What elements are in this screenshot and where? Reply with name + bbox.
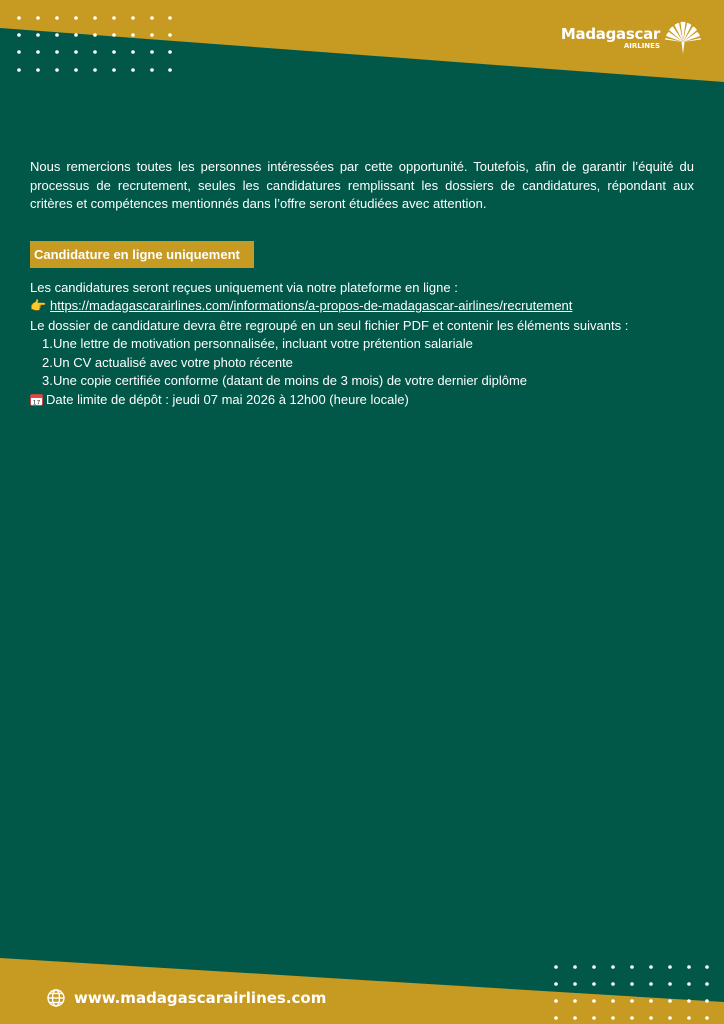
logo-name: Madagascar — [560, 24, 660, 43]
footer — [46, 988, 326, 1008]
list-item — [30, 354, 694, 373]
globe-icon — [46, 988, 66, 1008]
footer-website[interactable]: www.madagascarairlines.com — [74, 989, 327, 1007]
list-item-number: 3. — [42, 373, 53, 388]
list-item — [30, 335, 694, 354]
logo-subtitle: AIRLINES — [623, 41, 660, 50]
list-item-text: Une lettre de motivation personnalisée, incluant votre prétention salariale — [53, 336, 473, 351]
traveler-palm-icon — [664, 20, 702, 56]
dossier-text: Le dossier de candidature devra être regroupé en un seul fichier PDF et contenir les éléments suivants : — [30, 317, 629, 333]
section-title-badge: Candidature en ligne uniquement — [30, 241, 254, 268]
calendar-day: 17 — [32, 398, 41, 406]
platform-text: Les candidatures seront reçues uniquement via notre plateforme en ligne : — [30, 279, 458, 295]
main-content — [30, 158, 694, 409]
link-line — [30, 297, 694, 317]
list-item-text: Une copie certifiée conforme (datant de moins de 3 mois) de votre dernier diplôme — [53, 373, 528, 388]
application-instructions — [30, 279, 694, 410]
list-item-number: 2. — [42, 354, 53, 370]
list-item-number: 1. — [42, 336, 53, 351]
deadline-line — [30, 391, 694, 410]
intro-paragraph: Nous remercions toutes les personnes intéressées par cette opportunité. Toutefois, afin de garantir l’équité du processus de recrutement, seules les candidatures remplissant les dossiers de candidatures, répondant aux critères et compétences mentionnés dans l’offre seront étudiées avec attention. — [30, 159, 694, 211]
recruitment-link[interactable]: https://madagascarairlines.com/informations/a-propos-de-madagascar-airlines/recrutement — [50, 298, 573, 313]
calendar-icon — [30, 393, 43, 406]
list-item-text: Un CV actualisé avec votre photo récente — [53, 354, 293, 370]
list-item — [30, 372, 694, 391]
deadline-text: Date limite de dépôt : jeudi 07 mai 2026 à 12h00 (heure locale) — [46, 391, 409, 407]
madagascar-airlines-logo — [561, 20, 702, 56]
pointing-hand-icon: 👉 — [30, 299, 47, 314]
